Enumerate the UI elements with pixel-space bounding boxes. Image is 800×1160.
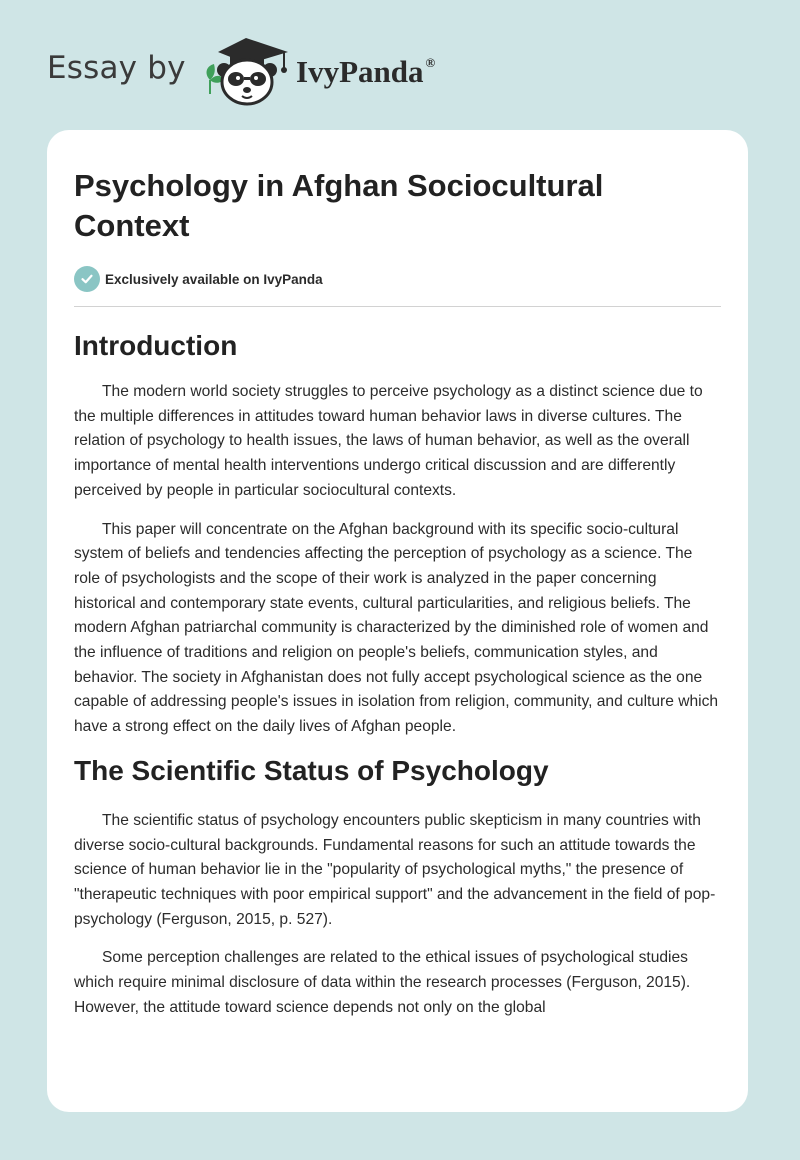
divider [74, 306, 721, 307]
registered-mark: ® [425, 55, 436, 70]
badge-label: Exclusively available on IvyPanda [105, 271, 323, 287]
essay-card [47, 130, 748, 1112]
section-heading-introduction: Introduction [74, 330, 238, 361]
brand-name[interactable]: IvyPanda ® [296, 54, 436, 89]
exclusive-badge [74, 266, 721, 292]
paragraph: The scientific status of psychology encounters public skepticism in many countries with diverse socio-cultural backgrounds. Fundamental reasons for such an attitude towards the science of human behavior lie in the "popularity of psychological myths," the presence of "therapeutic techniques with poor empirical support" and the advancement in the field of pop-psychology (Ferguson, 2015, p. 527). [74, 811, 716, 928]
essay-title: Psychology in Afghan Sociocultural Context [74, 168, 604, 243]
essay-by-label: Essay by [47, 50, 186, 86]
paragraph: Some perception challenges are related to the ethical issues of psychological studies which require minimal disclosure of data within the research processes (Ferguson, 2015). However, the attitude toward science depends not only on the global [74, 949, 691, 1016]
site-header [0, 0, 800, 130]
paragraph: This paper will concentrate on the Afghan background with its specific socio-cultural system of beliefs and tendencies affecting the perception of psychology as a science. The role of psychologists and the scope of their work is analyzed in the paper concerning historical and contemporary state events, cultural particularities, and religious beliefs. The modern Afghan patriarchal community is characterized by the diminished role of women and the influence of traditions and religion on people's beliefs, communication styles, and behavior. The society in Afghanistan does not fully accept psychological science as the one capable of addressing people's issues in isolation from religion, community, and culture which have a strong effect on the daily lives of Afghan people. [74, 520, 719, 736]
check-icon [74, 266, 100, 292]
paragraph: The modern world society struggles to perceive psychology as a distinct science due to the multiple differences in attitudes toward human behavior laws in diverse cultures. The relation of psychology to health issues, the laws of human behavior, as well as the overall importance of mental health interventions undergo critical discussion and are differently perceived by people in particular sociocultural contexts. [74, 383, 703, 499]
panda-logo-icon[interactable] [200, 34, 292, 108]
section-heading-scientific-status: The Scientific Status of Psychology [74, 754, 549, 786]
